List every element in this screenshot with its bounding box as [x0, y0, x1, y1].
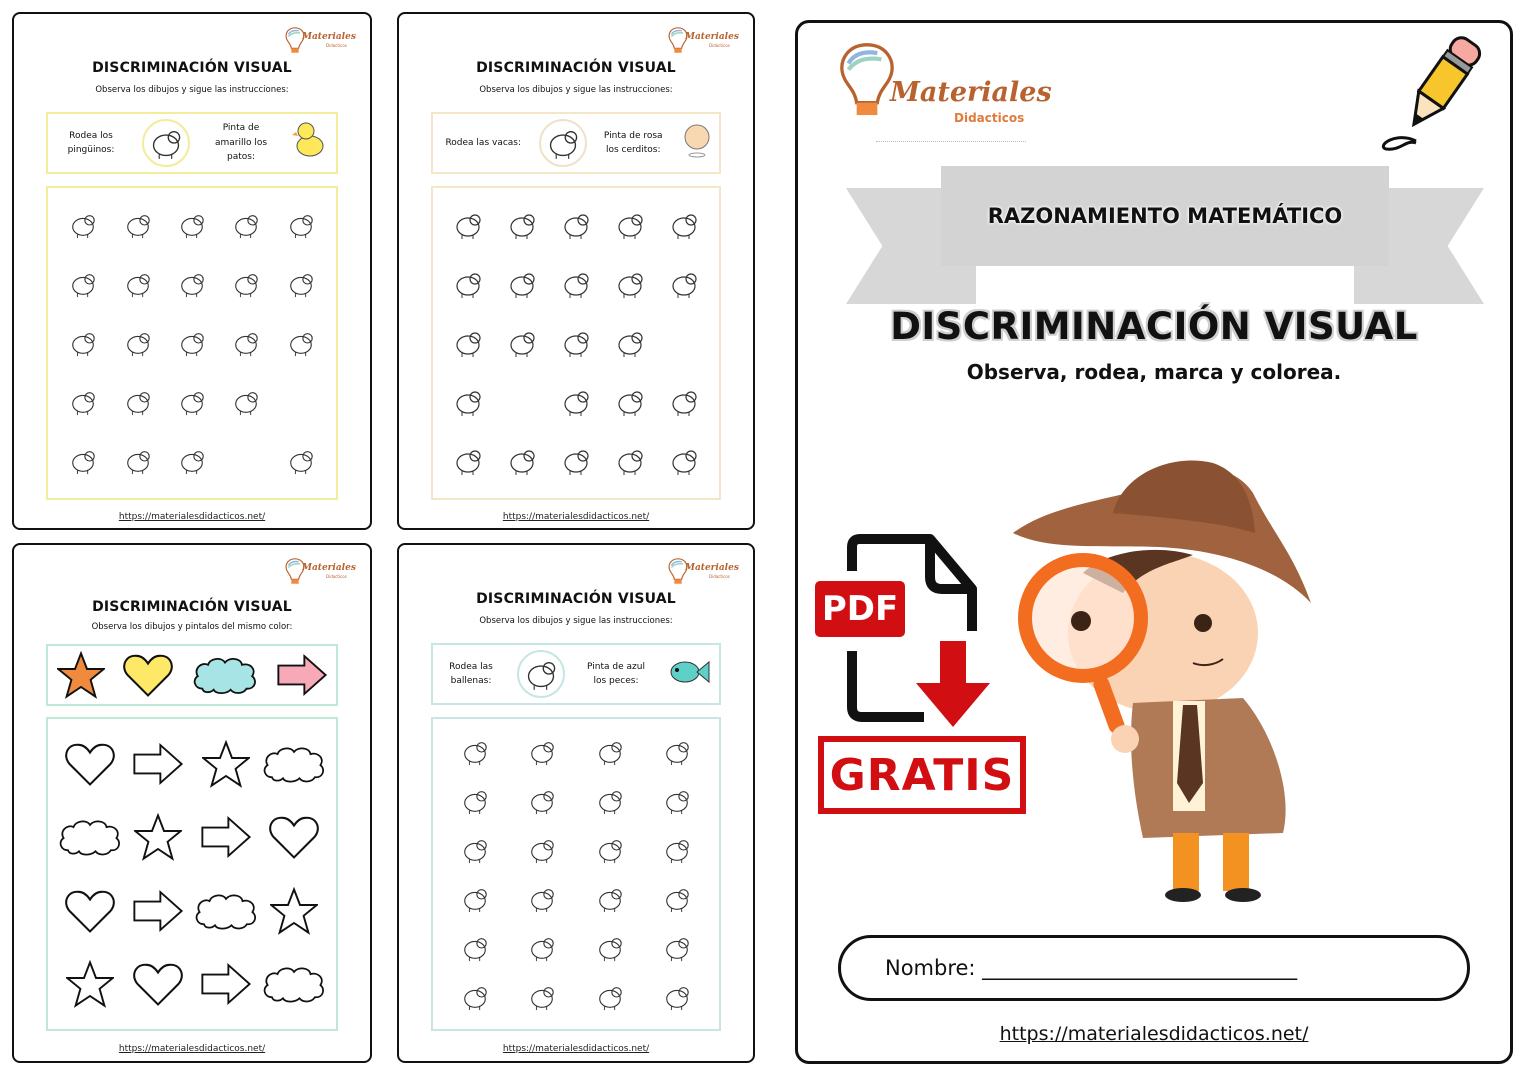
crocodile-icon: [457, 787, 493, 815]
penguin-icon: [178, 327, 206, 359]
fish-icon: [659, 983, 695, 1011]
flamingo-icon: [232, 386, 260, 418]
cow-icon: [451, 446, 485, 476]
whale-icon: [524, 787, 560, 815]
brand-logo: Materiales Didacticos: [284, 22, 356, 62]
cloud-icon: [261, 963, 327, 1005]
pig-icon: [559, 210, 593, 240]
brand-logo: Materiales Didacticos: [667, 22, 739, 62]
whale-icon: [524, 836, 560, 864]
shape-grid: [46, 717, 338, 1031]
instruction-right: Pinta de azul los peces:: [587, 661, 645, 686]
sheep-icon: [451, 210, 485, 240]
crocodile-icon: [659, 836, 695, 864]
brand-logo-large: Materiales Didacticos: [836, 37, 1046, 157]
brand-logo: Materiales Didacticos: [284, 553, 356, 593]
arrow-icon: [132, 742, 184, 786]
website-link[interactable]: https://materialesdidacticos.net/: [502, 1044, 650, 1054]
instruction-left: Rodea los pingüinos:: [67, 130, 115, 155]
fish-icon: [659, 738, 695, 766]
flamingo-icon: [232, 209, 260, 241]
arrow-icon: [276, 653, 328, 697]
cover-title: DISCRIMINACIÓN VISUAL: [890, 305, 1418, 348]
duck-icon: [178, 209, 206, 241]
heart-icon: [64, 888, 116, 934]
duck-icon: [124, 445, 152, 477]
flamingo-icon: [69, 209, 97, 241]
penguin-icon: [69, 445, 97, 477]
pig-icon: [505, 446, 539, 476]
cow-icon: [667, 387, 701, 417]
pig-icon: [451, 269, 485, 299]
crocodile-icon: [524, 738, 560, 766]
pig-icon: [667, 446, 701, 476]
cloud-icon: [57, 816, 123, 858]
instruction-left: Rodea las ballenas:: [449, 661, 493, 686]
whale-icon: [517, 650, 565, 698]
arrow-icon: [200, 962, 252, 1006]
star-icon: [202, 740, 250, 788]
flamingo-icon: [232, 327, 260, 359]
worksheet-shapes: [12, 543, 372, 1063]
sheep-icon: [559, 446, 593, 476]
worksheet-title: DISCRIMINACIÓN VISUAL: [92, 599, 292, 615]
instruction-box: [431, 643, 721, 705]
instruction-box: [46, 112, 338, 174]
duck-icon: [124, 268, 152, 300]
pig-icon: [613, 387, 647, 417]
whale-icon: [524, 885, 560, 913]
cow-icon: [505, 210, 539, 240]
penguin-icon: [142, 119, 190, 167]
worksheet-title: DISCRIMINACIÓN VISUAL: [476, 591, 676, 607]
website-link[interactable]: https://materialesdidacticos.net/: [118, 512, 266, 522]
heart-icon: [132, 961, 184, 1007]
pig-icon: [667, 269, 701, 299]
penguin-icon: [69, 268, 97, 300]
cover-subtitle: Observa, rodea, marca y colorea.: [966, 360, 1342, 384]
heart-icon: [122, 652, 174, 698]
arrow-icon: [132, 889, 184, 933]
instruction-box: [431, 112, 721, 174]
crocodile-icon: [592, 934, 628, 962]
duck-icon: [178, 386, 206, 418]
sheep-icon: [505, 269, 539, 299]
pdf-label: PDF: [815, 581, 905, 637]
cow-icon: [667, 210, 701, 240]
flamingo-icon: [178, 445, 206, 477]
fish-icon: [457, 738, 493, 766]
cow-icon: [451, 328, 485, 358]
fish-icon: [457, 836, 493, 864]
whale-icon: [592, 885, 628, 913]
cow-icon: [559, 387, 593, 417]
flamingo-icon: [69, 386, 97, 418]
animal-grid: [431, 186, 721, 500]
worksheet-penguins: [12, 12, 372, 530]
worksheet-subtitle: Observa los dibujos y pintalos del mismo color:: [91, 622, 293, 632]
website-link[interactable]: https://materialesdidacticos.net/: [999, 1023, 1309, 1045]
star-icon: [270, 887, 318, 935]
brand-logo: Materiales Didacticos: [667, 553, 739, 593]
star-icon: [134, 813, 182, 861]
website-link[interactable]: https://materialesdidacticos.net/: [502, 512, 650, 522]
arrow-icon: [200, 815, 252, 859]
star-icon: [66, 960, 114, 1008]
lightbulb-icon: [836, 37, 898, 127]
fish-icon: [457, 983, 493, 1011]
flamingo-icon: [124, 327, 152, 359]
fish-icon: [524, 934, 560, 962]
crocodile-icon: [592, 787, 628, 815]
penguin-icon: [124, 209, 152, 241]
whale-icon: [659, 934, 695, 962]
worksheet-subtitle: Observa los dibujos y sigue las instrucciones:: [95, 85, 289, 95]
cloud-icon: [193, 890, 259, 932]
worksheet-cows: [397, 12, 755, 530]
category-ribbon: RAZONAMIENTO MATEMÁTICO: [941, 166, 1389, 266]
fish-icon: [592, 738, 628, 766]
pig-icon: [505, 328, 539, 358]
duck-icon: [287, 445, 315, 477]
fish-icon: [659, 885, 695, 913]
cow-icon: [613, 328, 647, 358]
worksheet-title: DISCRIMINACIÓN VISUAL: [92, 60, 292, 76]
cover-page: [795, 20, 1513, 1064]
cloud-icon: [261, 743, 327, 785]
flamingo-icon: [178, 268, 206, 300]
pig-icon: [680, 121, 714, 164]
name-field[interactable]: Nombre: ______________________________: [838, 935, 1470, 1001]
worksheet-title: DISCRIMINACIÓN VISUAL: [476, 60, 676, 76]
cow-icon: [539, 119, 587, 167]
color-legend: [46, 644, 338, 706]
cow-icon: [559, 269, 593, 299]
penguin-icon: [232, 268, 260, 300]
instruction-left: Rodea las vacas:: [445, 137, 522, 148]
crocodile-icon: [457, 885, 493, 913]
sheep-icon: [613, 269, 647, 299]
detective-illustration: [993, 443, 1333, 903]
heart-icon: [64, 741, 116, 787]
instruction-right: Pinta de rosa los cerditos:: [603, 130, 663, 155]
pencil-icon: [1356, 31, 1496, 151]
fish-icon: [457, 934, 493, 962]
penguin-icon: [287, 327, 315, 359]
worksheet-subtitle: Observa los dibujos y sigue las instrucciones:: [479, 85, 673, 95]
sheep-icon: [451, 387, 485, 417]
fish-icon: [592, 836, 628, 864]
gratis-badge: GRATIS: [818, 736, 1026, 814]
fish-icon: [659, 787, 695, 815]
duck-icon: [292, 120, 328, 165]
website-link[interactable]: https://materialesdidacticos.net/: [118, 1044, 266, 1054]
duck-icon: [69, 327, 97, 359]
heart-icon: [268, 814, 320, 860]
instruction-right: Pinta de amarillo los patos:: [214, 123, 268, 163]
cloud-icon: [191, 653, 259, 697]
animal-grid: [46, 186, 338, 500]
sheep-icon: [613, 210, 647, 240]
animal-grid: [431, 717, 721, 1031]
fish-icon: [667, 654, 711, 693]
worksheet-subtitle: Observa los dibujos y sigue las instrucciones:: [479, 616, 673, 626]
penguin-icon: [287, 209, 315, 241]
crocodile-icon: [524, 983, 560, 1011]
penguin-icon: [124, 386, 152, 418]
cow-icon: [613, 446, 647, 476]
star-icon: [57, 651, 105, 699]
duck-icon: [287, 268, 315, 300]
sheep-icon: [559, 328, 593, 358]
whale-icon: [592, 983, 628, 1011]
worksheet-sea: [397, 543, 755, 1063]
